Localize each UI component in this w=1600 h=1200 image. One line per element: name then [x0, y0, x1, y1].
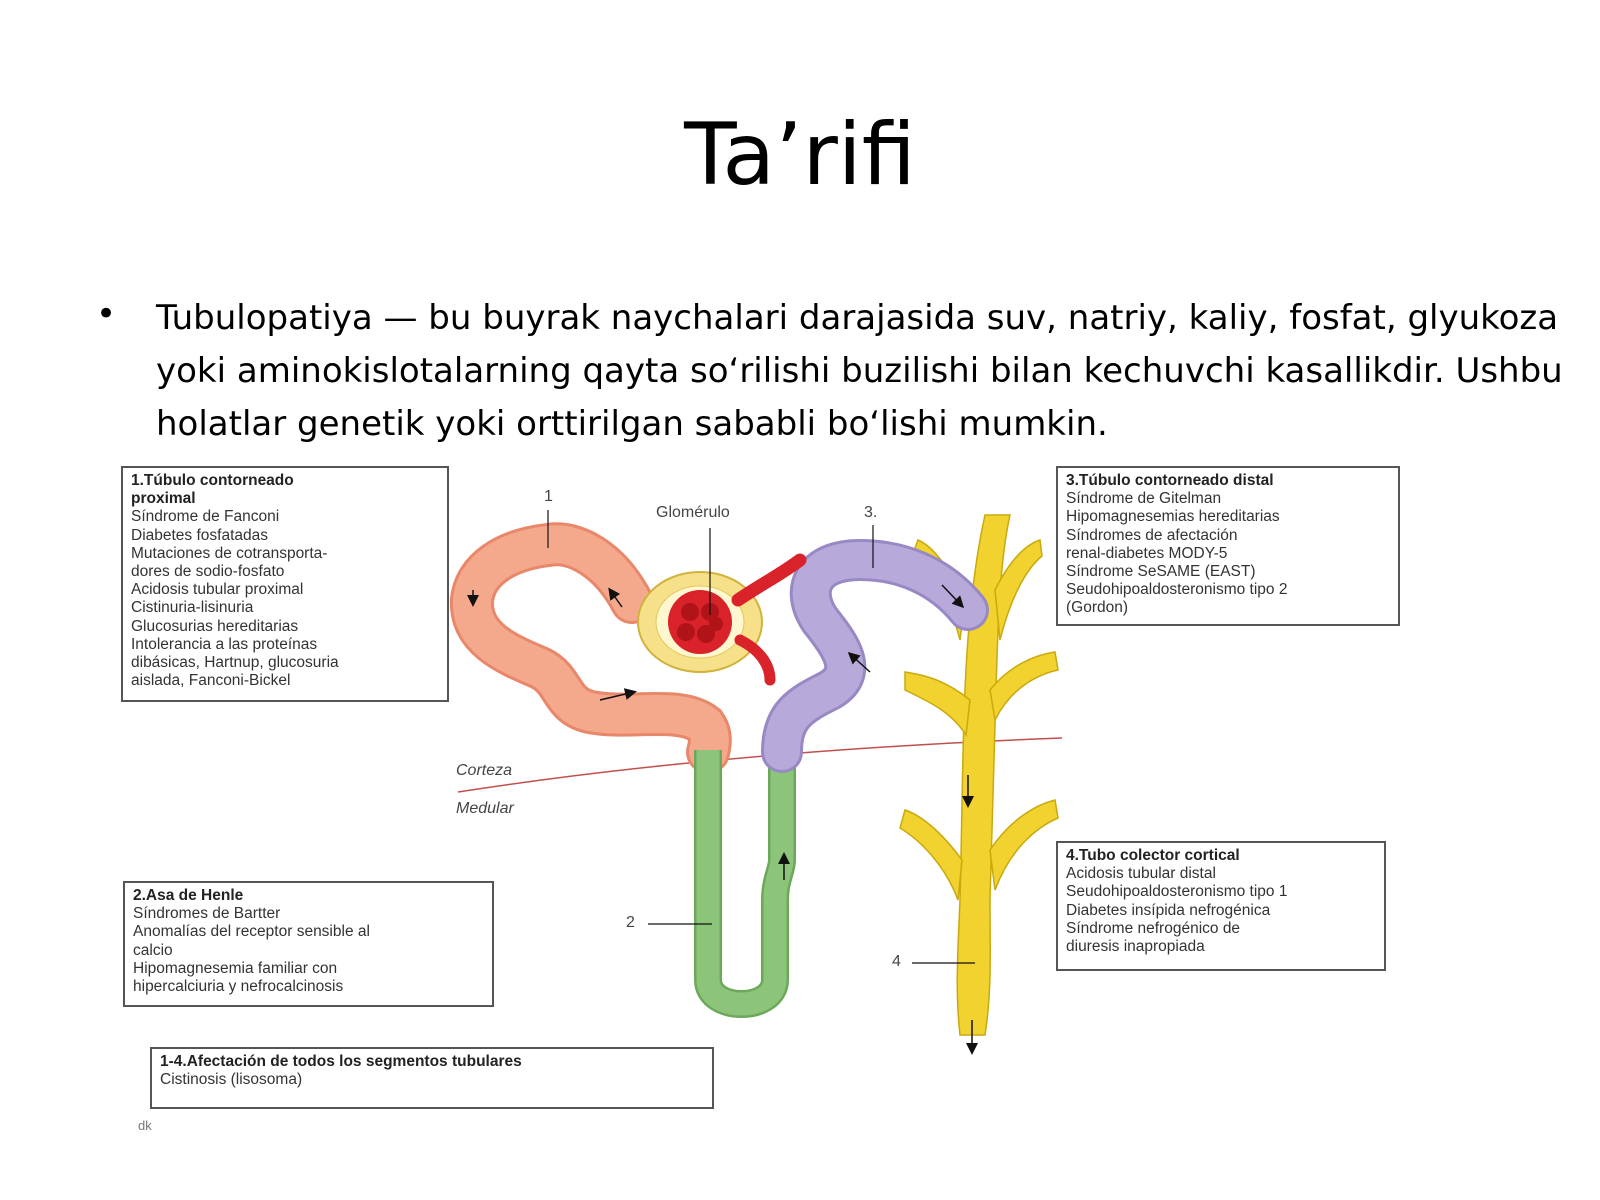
- box-all-segments-line: Cistinosis (lisosoma): [160, 1071, 303, 1089]
- box-henle-line: Síndromes de Bartter: [133, 905, 281, 923]
- box-proximal-line: Acidosis tubular proximal: [131, 581, 304, 599]
- box-collector: [1056, 841, 1386, 971]
- box-henle: [123, 881, 494, 1007]
- glomerulus: [638, 560, 800, 680]
- box-collector-line: diuresis inapropiada: [1066, 938, 1205, 956]
- source-stamp: dk: [138, 1118, 152, 1133]
- box-distal-line: Síndrome SeSAME (EAST): [1066, 563, 1256, 581]
- box-henle-line: calcio: [133, 941, 173, 959]
- box-distal-line: Seudohipoaldosteronismo tipo 2: [1066, 581, 1288, 599]
- label-4: 4: [892, 953, 901, 970]
- box-collector-line: Diabetes insípida nefrogénica: [1066, 901, 1271, 919]
- box-henle-head: 2.Asa de Henle: [133, 887, 244, 904]
- box-collector-line: Síndrome nefrogénico de: [1066, 919, 1241, 937]
- slide-title: Ta’rifi: [684, 105, 916, 205]
- box-proximal-line: Intolerancia a las proteínas: [131, 635, 318, 653]
- box-henle-line: Anomalías del receptor sensible al: [133, 923, 370, 941]
- label-3: 3.: [864, 504, 878, 521]
- box-distal-line: (Gordon): [1066, 599, 1129, 617]
- box-distal-line: Síndrome de Gitelman: [1066, 490, 1222, 508]
- box-collector-head: 4.Tubo colector cortical: [1066, 847, 1240, 864]
- box-proximal-line: Mutaciones de cotransporta-: [131, 544, 328, 562]
- box-proximal-head-1: 1.Túbulo contorneado: [131, 472, 294, 489]
- box-collector-line: Seudohipoaldosteronismo tipo 1: [1066, 883, 1288, 901]
- box-distal-head: 3.Túbulo contorneado distal: [1066, 472, 1274, 489]
- box-collector-line: Acidosis tubular distal: [1066, 865, 1216, 883]
- box-distal-line: Hipomagnesemias hereditarias: [1066, 508, 1280, 526]
- box-henle-line: hipercalciuria y nefrocalcinosis: [133, 978, 344, 996]
- box-all-segments-head: 1-4.Afectación de todos los segmentos tubulares: [160, 1053, 522, 1070]
- box-all-segments: [150, 1047, 714, 1109]
- label-glomerulo: Glomérulo: [656, 504, 730, 521]
- bullet-marker: •: [96, 294, 117, 334]
- box-proximal-line: Síndrome de Fanconi: [131, 508, 280, 526]
- box-distal-line: Síndromes de afectación: [1066, 526, 1238, 544]
- label-1: 1: [544, 488, 553, 505]
- box-proximal-line: Diabetes fosfatadas: [131, 526, 269, 544]
- label-2: 2: [626, 914, 635, 931]
- box-proximal-line: aislada, Fanconi-Bickel: [131, 672, 291, 690]
- box-proximal-line: dibásicas, Hartnup, glucosuria: [131, 654, 339, 672]
- box-distal: [1056, 466, 1400, 626]
- box-proximal-line: Cistinuria-lisinuria: [131, 599, 254, 617]
- box-proximal-line: Glucosurias hereditarias: [131, 617, 299, 635]
- box-henle-line: Hipomagnesemia familiar con: [133, 959, 338, 977]
- box-proximal: [121, 466, 449, 702]
- label-corteza: Corteza: [456, 762, 513, 779]
- bullet-text: Tubulopatiya — bu buyrak naychalari darajasida suv, natriy, kaliy, fosfat, glyukoza yoki aminokislotalarning qayta so‘rilishi buzilishi bilan kechuvchi kasallikdir. Ushbu holatlar genetik yoki orttirilgan sababli bo‘lishi mumkin.: [156, 298, 1563, 444]
- box-distal-line: renal-diabetes MODY-5: [1066, 544, 1228, 562]
- label-medular: Medular: [456, 800, 514, 817]
- box-proximal-line: dores de sodio-fosfato: [131, 563, 285, 581]
- box-proximal-head-2: proximal: [131, 490, 196, 508]
